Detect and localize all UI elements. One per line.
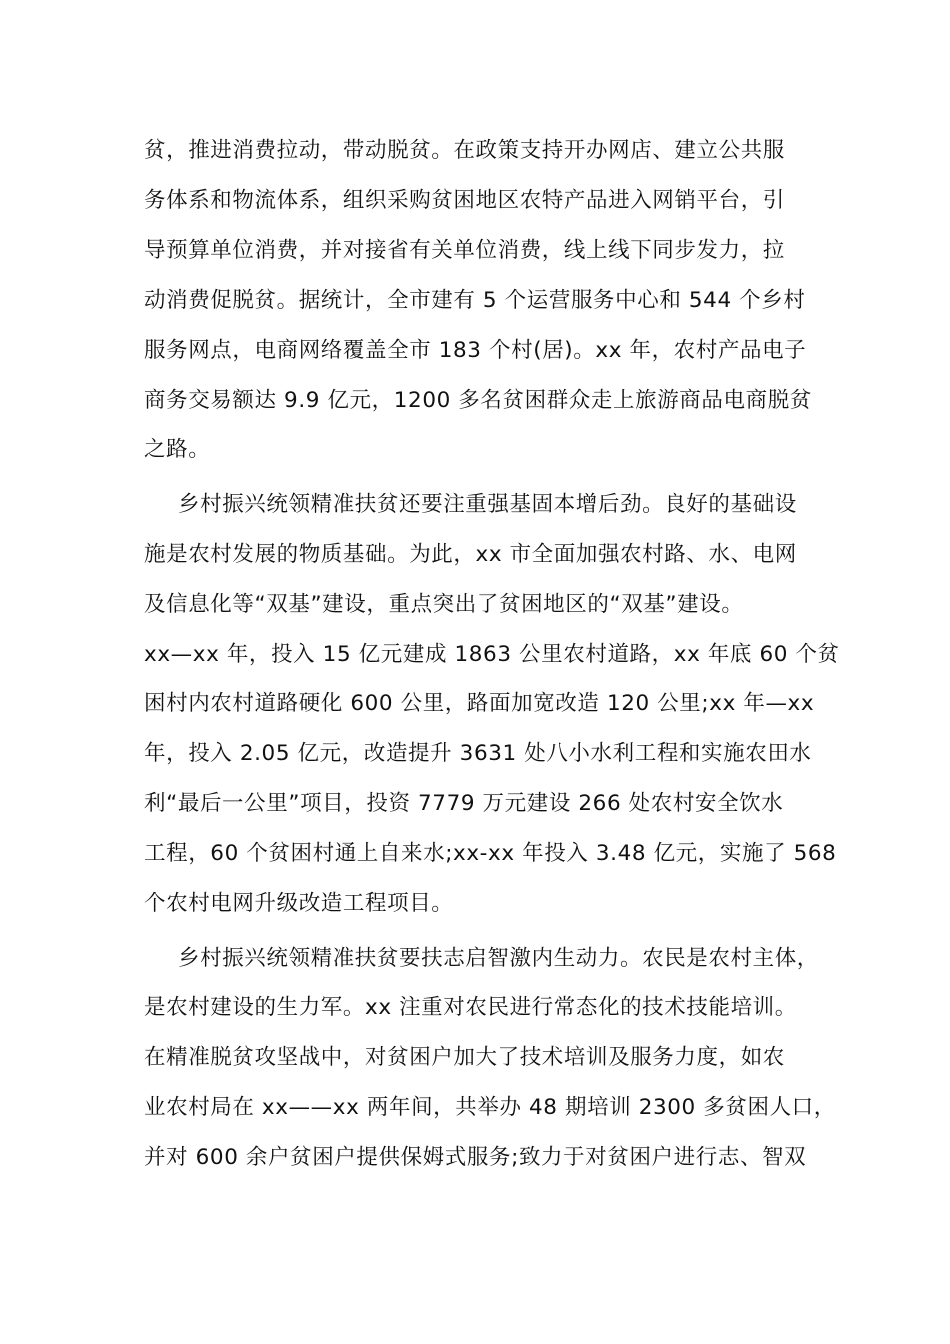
paragraph-first-line: 乡村振兴统领精准扶贫还要注重强基固本增后劲。良好的基础设 [178,492,797,517]
text-line: 工程，60 个贫困村通上自来水;xx-xx 年投入 3.48 亿元，实施了 568 [144,841,837,866]
text-line: 施是农村发展的物质基础。为此，xx 市全面加强农村路、水、电网 [144,542,797,567]
text-line: 及信息化等“双基”建设，重点突出了贫困地区的“双基”建设。 [144,592,744,617]
text-line: 导预算单位消费，并对接省有关单位消费，线上线下同步发力，拉 [144,238,785,263]
text-line: 务体系和物流体系，组织采购贫困地区农特产品进入网销平台，引 [144,188,785,213]
text-line: 商务交易额达 9.9 亿元，1200 多名贫困群众走上旅游商品电商脱贫 [144,388,812,413]
text-line: 动消费促脱贫。据统计，全市建有 5 个运营服务中心和 544 个乡村 [144,288,806,313]
text-line: 困村内农村道路硬化 600 公里，路面加宽改造 120 公里;xx 年—xx [144,691,815,716]
paragraph-first-line: 乡村振兴统领精准扶贫要扶志启智激内生动力。农民是农村主体， [178,946,819,971]
text-line: 贫，推进消费拉动，带动脱贫。在政策支持开办网店、建立公共服 [144,138,785,163]
text-line: xx—xx 年，投入 15 亿元建成 1863 公里农村道路，xx 年底 60 个贫 [144,642,840,667]
text-line: 服务网点，电商网络覆盖全市 183 个村(居)。xx 年，农村产品电子 [144,338,807,363]
text-line: 是农村建设的生力军。xx 注重对农民进行常态化的技术技能培训。 [144,995,797,1020]
text-line: 年，投入 2.05 亿元，改造提升 3631 处八小水利工程和实施农田水 [144,741,812,766]
text-line: 之路。 [144,437,211,462]
text-line: 个农村电网升级改造工程项目。 [144,891,454,916]
text-line: 在精准脱贫攻坚战中，对贫困户加大了技术培训及服务力度，如农 [144,1045,785,1070]
text-line: 并对 600 余户贫困户提供保姆式服务;致力于对贫困户进行志、智双 [144,1145,807,1170]
text-line: 利“最后一公里”项目，投资 7779 万元建设 266 处农村安全饮水 [144,791,784,816]
text-line: 业农村局在 xx——xx 两年间，共举办 48 期培训 2300 多贫困人口， [144,1095,836,1120]
